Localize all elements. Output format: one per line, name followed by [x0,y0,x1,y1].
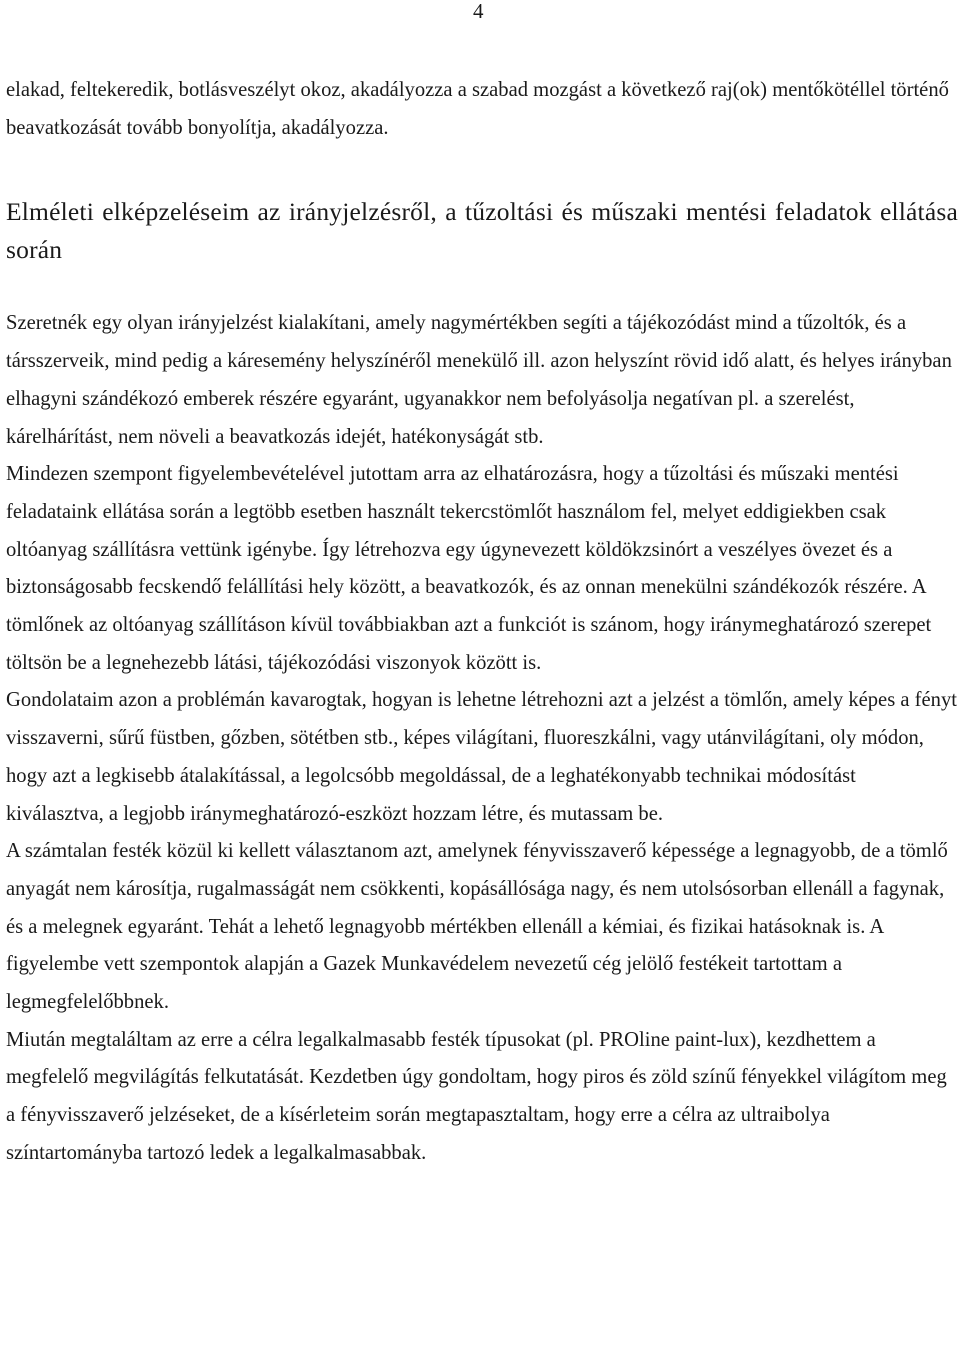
section-spacer [6,147,958,193]
page-number: 4 [473,0,484,23]
body-paragraph-3: Gondolataim azon a problémán kavarogtak, hogyan is lehetne létrehozni azt a jelzést a tömlőn, amely képes a fényt visszaverni, sűrű füstben, gőzben, sötétben stb., képes világítani, fluoreszkálni, vagy utánvilágítani, oly módon, hogy azt a legkisebb átalakítással, a legolcsóbb megoldással, de a leghatékonyabb technikai módosítást kiválasztva, a legjobb iránymeghatározó-eszközt hozzam létre, és mutassam be. [6,689,957,825]
body-paragraph-1: Szeretnék egy olyan irányjelzést kialakítani, amely nagymértékben segíti a tájékozódást mind a tűzoltók, és a társszerveik, mind pedig a káresemény helyszínéről menekülő ill. azon helyszínt rövid idő alatt, és helyes irányban elhagyni szándékozó emberek részére egyaránt, ugyanakkor nem befolyásolja negatívan pl. a szerelést, kárelhárítást, nem növeli a beavatkozás idejét, hatékonyságát stb. [6,312,952,448]
heading-spacer [6,269,958,305]
body-paragraph-4: A számtalan festék közül ki kellett választanom azt, amelynek fényvisszaverő képessége a legnagyobb, de a tömlő anyagát nem károsítja, rugalmasságát nem csökkenti, kopásállósága nagy, és nem utolsósorban ellenáll a fagynak, és a melegnek egyaránt. Tehát a lehető legnagyobb mértékben ellenáll a kémiai, és fizikai hatásoknak is. A figyelembe vett szempontok alapján a Gazek Munkavédelem nevezetű cég jelölő festékeit tartottam a legmegfelelőbbnek. [6,840,948,1014]
page-content [6,72,958,1173]
body-paragraph-2: Mindezen szempont figyelembevételével jutottam arra az elhatározásra, hogy a tűzoltási és műszaki mentési feladataink ellátása során a legtöbb esetben használt tekercstömlőt használom fel, melyet eddigiekben csak oltóanyag szállításra vettünk igénybe. Így létrehozva egy úgynevezett köldökzsinórt a veszélyes övezet és a biztonságosabb fecskendő felállítási hely között, a beavatkozók, és az onnan menekülni szándékozók részére. A tömlőnek az oltóanyag szállításon kívül továbbiakban azt a funkciót is szánom, hogy iránymeghatározó szerepet töltsön be a legnehezebb látási, tájékozódási viszonyok között is. [6,463,932,674]
intro-paragraph: elakad, feltekeredik, botlásveszélyt okoz, akadályozza a szabad mozgást a következő raj(ok) mentőkötéllel történő beavatkozását tovább bonyolítja, akadályozza. [6,79,949,139]
body-paragraph-5: Miután megtaláltam az erre a célra legalkalmasabb festék típusokat (pl. PROline paint-lux), kezdhettem a megfelelő megvilágítás felkutatását. Kezdetben úgy gondoltam, hogy piros és zöld színű fényekkel világítom meg a fényvisszaverő jelzéseket, de a kísérleteim során megtapasztaltam, hogy erre a célra az ultraibolya színtartományba tartozó ledek a legalkalmasabbak. [6,1028,947,1164]
section-heading: Elméleti elképzeléseim az irányjelzésről, a tűzoltási és műszaki mentési feladatok ellátása során [6,197,958,265]
